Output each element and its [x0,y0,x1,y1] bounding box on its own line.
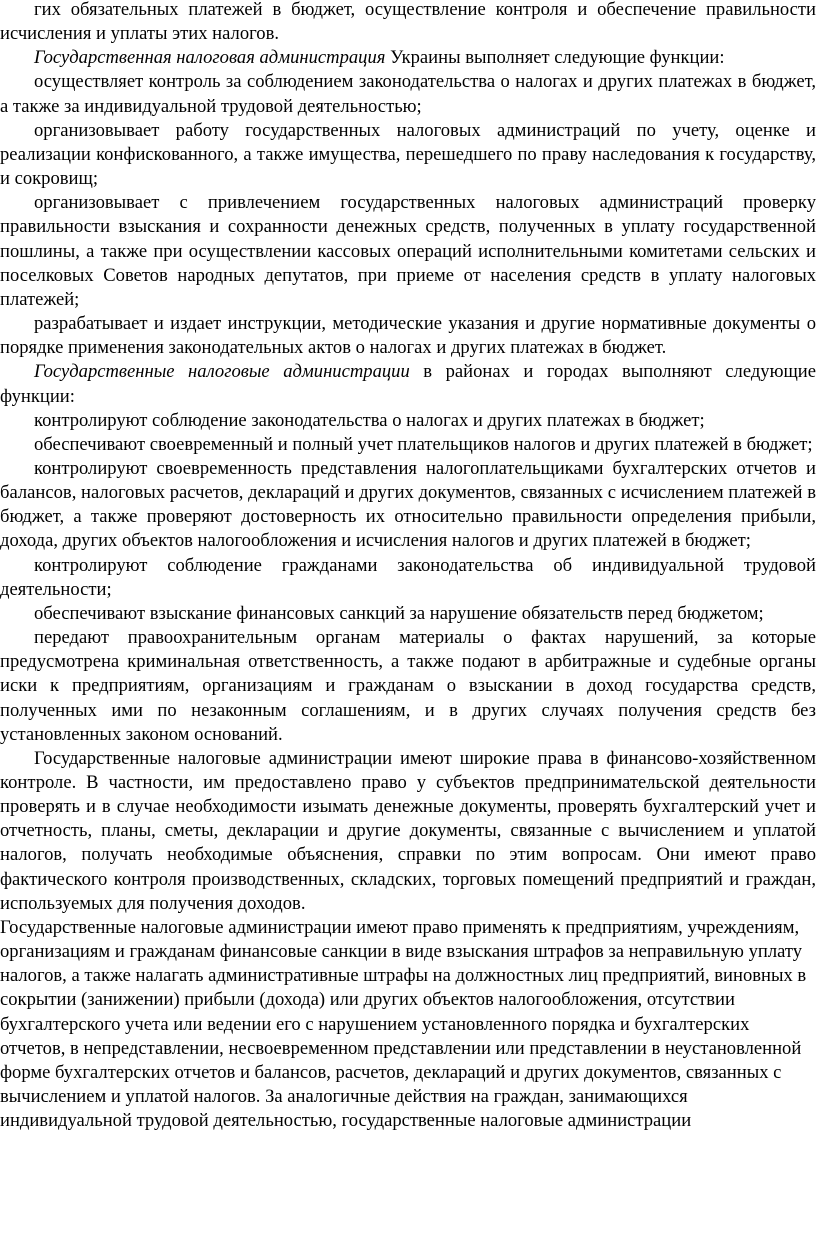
paragraph-continued: гих обязательных платежей в бюджет, осуществление контроля и обеспечение правильности исчисления и уплаты этих налогов. [0,0,816,45]
list-item: организовывает с привлечением государственных налоговых администраций проверку правильности взыскания и сохранности денежных средств, полученных в уплату государственной пошлины, а также при осуществлении кассовых операций исполнительными комитетами сельских и поселковых Советов народных депутатов, при приеме от населения средств в уплату налоговых платежей; [0,192,816,310]
list-item: контролируют соблюдение законодательства о налогах и других платежах в бюджет; [34,409,705,431]
list-item: контролируют соблюдение гражданами законодательства об индивидуальной трудовой деятельности; [0,554,816,600]
paragraph-district-gna-intro: Государственные налоговые администрации в районах и городах выполняют следующие функции: [0,361,816,407]
list-item: передают правоохранительным органам материалы о фактах нарушений, за которые предусмотрена криминальная ответственность, а также подают в арбитражные и судебные органы иски к предприятиям, организациям и гражданам о взыскании в доход государства средств, полученных ими по незаконным соглашениям, и в других случаях получения средств без установленных законом оснований. [0,627,816,745]
italic-term: Государственная налоговая администрация [34,47,386,69]
list-item: обеспечивают своевременный и полный учет плательщиков налогов и других платежей в бюджет; [34,433,813,455]
list-item: обеспечивают взыскание финансовых санкций за нарушение обязательств перед бюджетом; [34,602,764,624]
list-item: осуществляет контроль за соблюдением законодательства о налогах и других платежах в бюджет, а также за индивидуальной трудовой деятельностью; [0,71,816,117]
list-item: организовывает работу государственных налоговых администраций по учету, оценке и реализации конфискованного, а также имущества, перешедшего по праву наследования к государству, и сокровищ; [0,119,816,190]
list-item: контролируют своевременность представления налогоплательщиками бухгалтерских отчетов и балансов, налоговых расчетов, деклараций и других документов, связанных с исчислением платежей в бюджет, а также проверяют достоверность их относительно правильности определения прибыли, дохода, других объектов налогообложения и исчисления налогов и других платежей в бюджет; [0,457,816,552]
list-item: разрабатывает и издает инструкции, методические указания и другие нормативные документы о порядке применения законодательных актов о налогах и других платежах в бюджет. [0,313,816,359]
paragraph-sanctions: Государственные налоговые администрации имеют право применять к предприятиям, учреждениям, организациям и гражданам финансовые санкции в виде взыскания штрафов за неправильную уплату налогов, а также налагать административные штрафы на должностных лиц предприятий, виновных в сокрытии (занижении) прибыли (дохода) или других объектов налогообложения, отсутствии бухгалтерского учета или ведении его с нарушением установленного порядка и бухгалтерских отчетов, в непредставлении, несвоевременном представлении или представлении в неустановленной форме бухгалтерских отчетов и балансов, расчетов, деклараций и других документов, связанных с вычислением и уплатой налогов. За аналогичные действия на граждан, занимающихся индивидуальной трудовой деятельностью, государственные налоговые администрации [0,916,807,1132]
paragraph-rights: Государственные налоговые администрации имеют широкие права в финансово-хозяйственном контроле. В частности, им предоставлено право у субъектов предпринимательской деятельности проверять и в случае необходимости изымать денежные документы, проверять бухгалтерский учет и отчетность, планы, сметы, декларации и другие документы, связанные с вычислением и уплатой налогов, получать необходимые объяснения, справки по этим вопросам. Они имеют право фактического контроля производственных, складских, торговых помещений предприятий и граждан, используемых для получения доходов. [0,747,816,914]
italic-term: Государственные налоговые администрации [34,361,410,383]
paragraph-gna-ukraine-intro: Государственная налоговая администрация Украины выполняет следующие функции: [34,47,725,69]
